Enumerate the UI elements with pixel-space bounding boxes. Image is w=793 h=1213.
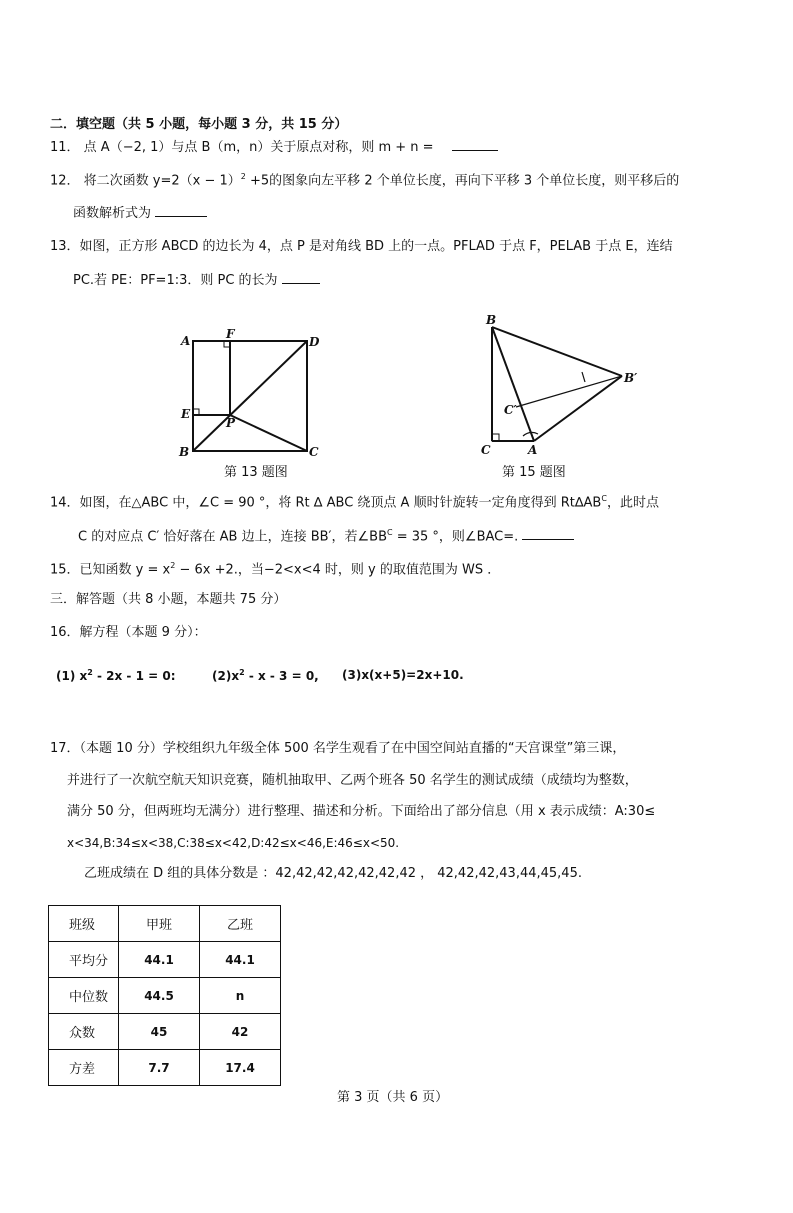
question-17-line-3: 满分 50 分，但两班均无满分）进行整理、描述和分析。下面给出了部分信息（用 x 表示成绩：A:30≤ — [67, 804, 656, 819]
exponent: 2 — [239, 668, 245, 677]
cell-class-yi: 42 — [200, 1014, 281, 1050]
question-14-text-d: = 35 °，则∠BAC=. — [392, 529, 519, 545]
equation-1-b: - 2x - 1 = 0: — [92, 669, 176, 683]
question-13-line-2 — [73, 272, 320, 289]
question-15 — [50, 561, 500, 578]
table-row — [49, 1050, 281, 1086]
figure-13-square — [174, 326, 334, 462]
header-cell: 班级 — [49, 906, 119, 942]
answer-blank — [522, 528, 574, 540]
score-stats-table — [48, 905, 281, 1086]
right-angle-mark-c — [492, 434, 499, 441]
label-c-prime: C′ — [504, 403, 517, 417]
segment-pc — [230, 415, 307, 451]
label-p: P — [226, 416, 236, 430]
cell-class-yi: 44.1 — [200, 942, 281, 978]
question-17-line-5: 乙班成绩在 D 组的具体分数是 ：42,42,42,42,42,42,42 ， 42,42,42,43,44,45,45. — [84, 866, 582, 881]
exponent: 2 — [170, 561, 176, 570]
segment-ba — [492, 327, 534, 441]
cell-class-yi: 17.4 — [200, 1050, 281, 1086]
prime-c: C — [601, 494, 607, 503]
equation-2-b: - x - 3 = 0, — [244, 669, 319, 683]
question-14-line-2 — [78, 528, 574, 545]
question-12-text-b: +5的图象向左平移 2 个单位长度，再向下平移 3 个单位长度，则平移后的 — [245, 173, 680, 189]
header-cell: 乙班 — [200, 906, 281, 942]
label-c: C — [309, 445, 319, 459]
equation-2 — [212, 668, 319, 683]
row-label: 平均分 — [49, 942, 119, 978]
label-b-prime: B′ — [624, 371, 638, 385]
cell-class-jia: 45 — [119, 1014, 200, 1050]
figure-15-triangles — [478, 310, 658, 460]
question-14-text-c: C 的对应点 C′ 恰好落在 AB 边上，连接 BB′，若∠BB — [78, 529, 387, 545]
label-c: C — [481, 443, 491, 457]
page-number-footer: 第 3 页（共 6 页） — [337, 1090, 449, 1105]
cell-class-jia: 44.5 — [119, 978, 200, 1014]
answer-blank — [452, 139, 498, 151]
question-13-line-1: 13．如图，正方形 ABCD 的边长为 4，点 P 是对角线 BD 上的一点。PFLAD 于点 F，PELAB 于点 E，连结 — [50, 239, 673, 254]
label-a: A — [528, 443, 538, 457]
question-17-line-1: 17．（本题 10 分）学校组织九年级全体 500 名学生观看了在中国空间站直播的“天宫课堂”第三课， — [50, 741, 626, 756]
question-14-text-b: ，此时点 — [606, 495, 659, 511]
prime-c: C — [387, 528, 393, 537]
answer-blank — [282, 272, 320, 284]
row-label: 众数 — [49, 1014, 119, 1050]
equation-2-a: (2)x — [212, 669, 240, 683]
table-row — [49, 1014, 281, 1050]
row-label: 方差 — [49, 1050, 119, 1086]
figure-13-caption: 第 13 题图 — [224, 465, 288, 480]
question-12-line-2 — [73, 205, 207, 222]
exponent: 2 — [87, 668, 93, 677]
label-b: B — [486, 313, 497, 327]
label-d: D — [309, 335, 320, 349]
table-header-row — [49, 906, 281, 942]
segment-bb2 — [492, 327, 622, 376]
equation-3: (3)x(x+5)=2x+10. — [342, 668, 464, 682]
figure-15-caption: 第 15 题图 — [502, 465, 566, 480]
cell-class-yi: n — [200, 978, 281, 1014]
question-12-text-c: 函数解析式为 — [73, 206, 152, 221]
label-e: E — [181, 407, 191, 421]
diagonal-bd — [193, 341, 307, 451]
answer-blank — [155, 205, 207, 217]
header-cell: 甲班 — [119, 906, 200, 942]
question-11 — [50, 139, 498, 156]
question-12-line-1 — [50, 172, 679, 189]
question-14-text-a: 14．如图，在△ABC 中，∠C = 90 °，将 Rt ∆ ABC 绕顶点 A 顺时针旋转一定角度得到 Rt∆AB — [50, 495, 602, 511]
label-b: B — [179, 445, 190, 459]
question-15-text-a: 15．已知函数 y = x — [50, 562, 171, 578]
question-17-line-2: 并进行了一次航空航天知识竞赛，随机抽取甲、乙两个班各 50 名学生的测试成绩（成绩均为整数， — [67, 773, 638, 788]
question-12-text-a: 12． 将二次函数 y=2（x − 1） — [50, 173, 241, 189]
question-17-line-4: x<34,B:34≤x<38,C:38≤x<42,D:42≤x<46,E:46≤x<50. — [67, 836, 400, 850]
equation-1-a: (1) x — [56, 669, 88, 683]
equation-1 — [56, 668, 176, 683]
table-row — [49, 942, 281, 978]
segment-c2b2 — [516, 376, 622, 407]
table-row — [49, 978, 281, 1014]
angle-mark-b2 — [582, 372, 585, 382]
row-label: 中位数 — [49, 978, 119, 1014]
exponent: 2 — [240, 172, 246, 181]
question-16-title: 16．解方程（本题 9 分）： — [50, 625, 207, 640]
section-heading-fill-in: 二．填空题（共 5 小题，每小题 3 分，共 15 分） — [50, 117, 348, 132]
section-heading-solve: 三．解答题（共 8 小题，本题共 75 分） — [50, 592, 287, 607]
question-13-text: PC.若 PE：PF=1:3．则 PC 的长为 — [73, 273, 278, 288]
question-11-text: 11． 点 A（−2, 1）与点 B（m，n）关于原点对称，则 m + n = — [50, 140, 434, 155]
segment-ab2 — [534, 376, 622, 441]
cell-class-jia: 7.7 — [119, 1050, 200, 1086]
question-15-text-b: − 6x +2.，当−2<x<4 时，则 y 的取值范围为 WS ． — [175, 562, 501, 578]
label-a: A — [181, 334, 191, 348]
question-14-line-1 — [50, 494, 659, 511]
label-f: F — [226, 327, 235, 341]
cell-class-jia: 44.1 — [119, 942, 200, 978]
